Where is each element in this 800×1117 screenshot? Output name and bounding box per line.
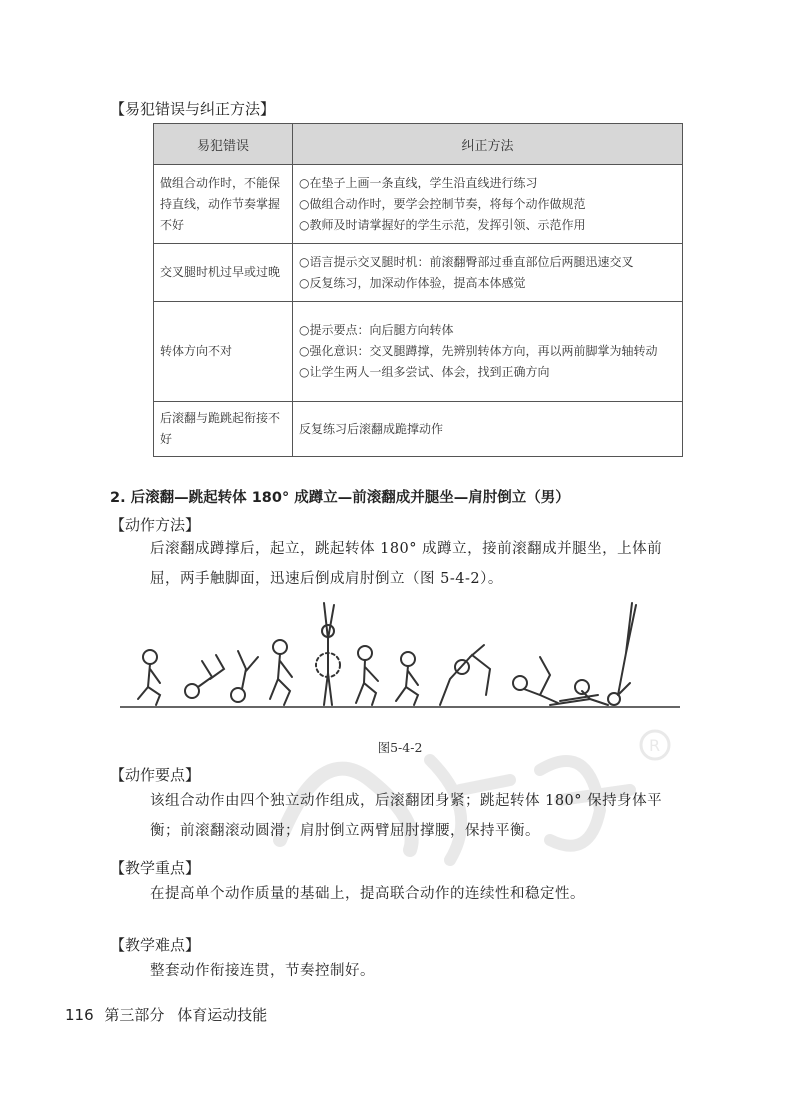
key-points-text: 该组合动作由四个独立动作组成，后滚翻团身紧；跳起转体 180° 保持身体平衡；前滚翻滚动圆滑；肩肘倒立两臂屈肘撑腰，保持平衡。: [150, 793, 663, 839]
fix-line: ○提示要点：向后腿方向转体: [299, 323, 454, 337]
errors-heading: 【易犯错误与纠正方法】: [110, 100, 276, 118]
error-cell: 交叉腿时机过早或过晚: [154, 244, 293, 302]
teaching-focus-heading: 【教学重点】: [110, 859, 201, 877]
errors-table: [153, 123, 683, 457]
table-row: [154, 302, 683, 402]
method-text: 后滚翻成蹲撑后，起立，跳起转体 180° 成蹲立，接前滚翻成并腿坐，上体前屈，两手触脚面，迅速后倒成肩肘倒立（图 5-4-2）。: [150, 541, 663, 587]
column-header-fix: 纠正方法: [293, 124, 683, 165]
gymnastics-sequence-illustration-icon: [120, 595, 680, 720]
fix-cell: [293, 302, 683, 402]
column-header-error: 易犯错误: [154, 124, 293, 165]
fix-line: ○教师及时请掌握好的学生示范，发挥引领、示范作用: [299, 217, 586, 232]
error-cell: 后滚翻与跪跳起衔接不好: [154, 402, 293, 457]
teaching-difficulty-text: 整套动作衔接连贯，节奏控制好。: [150, 963, 375, 979]
fix-line: ○强化意识：交叉腿蹲撑，先辨别转体方向，再以两前脚掌为轴转动: [299, 344, 658, 358]
footer-part: 第三部分: [104, 1006, 165, 1024]
fix-line: ○让学生两人一组多尝试、体会，找到正确方向: [299, 365, 550, 379]
page-number: 116: [65, 1006, 94, 1024]
footer-part-title: 体育运动技能: [177, 1006, 268, 1024]
figure-caption: 图5-4-2: [377, 740, 423, 755]
table-header-row: [154, 124, 683, 165]
fix-cell: [293, 165, 683, 244]
teaching-focus-text: 在提高单个动作质量的基础上，提高联合动作的连续性和稳定性。: [150, 886, 585, 902]
fix-line: ○反复练习，加深动作体验，提高本体感觉: [299, 275, 526, 290]
teaching-difficulty-heading: 【教学难点】: [110, 936, 201, 954]
error-cell: 做组合动作时，不能保持直线，动作节奏掌握不好: [154, 165, 293, 244]
table-row: [154, 402, 683, 457]
table-row: [154, 244, 683, 302]
exercise-title: 2. 后滚翻—跳起转体 180° 成蹲立—前滚翻成并腿坐—肩肘倒立（男）: [110, 490, 570, 506]
fix-line: ○在垫子上画一条直线，学生沿直线进行练习: [299, 175, 538, 190]
key-points-heading: 【动作要点】: [110, 766, 201, 784]
fix-line: ○语言提示交叉腿时机：前滚翻臀部过垂直部位后两腿迅速交叉: [299, 254, 634, 269]
fix-line: ○做组合动作时，要学会控制节奏，将每个动作做规范: [299, 196, 586, 211]
method-heading: 【动作方法】: [110, 516, 201, 534]
svg-text:R: R: [649, 736, 661, 755]
fix-cell: [293, 244, 683, 302]
table-row: [154, 165, 683, 244]
fix-line: 反复练习后滚翻成跪撑动作: [299, 421, 444, 436]
fix-cell: [293, 402, 683, 457]
error-cell: 转体方向不对: [154, 302, 293, 402]
page-footer: [65, 1004, 267, 1025]
